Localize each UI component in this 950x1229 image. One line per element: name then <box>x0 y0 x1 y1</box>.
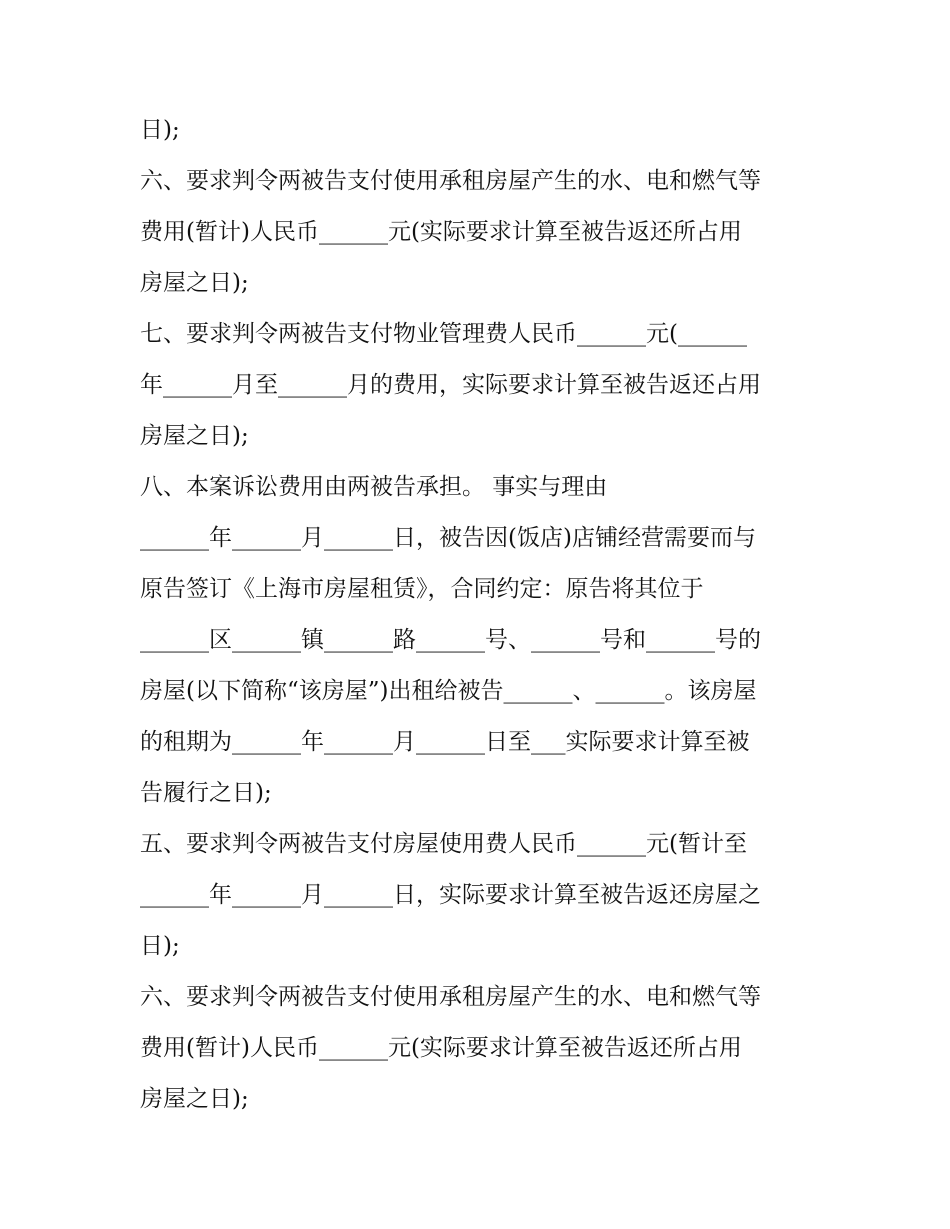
text-line: 六、要求判令两被告支付使用承租房屋产生的水、电和燃气等 <box>140 168 761 194</box>
text-line: 年______月至______月的费用，实际要求计算至被告返还占用 <box>140 372 761 398</box>
text-line: 房屋之日); <box>140 1086 249 1112</box>
text-line: ______区______镇______路______号、______号和______号的 <box>140 627 761 653</box>
text-line: 原告签订《上海市房屋租赁》，合同约定：原告将其位于 <box>140 576 704 602</box>
text-line: 八、本案诉讼费用由两被告承担。 事实与理由 <box>140 474 608 500</box>
text-line: 六、要求判令两被告支付使用承租房屋产生的水、电和燃气等 <box>140 984 761 1010</box>
text-line: 日); <box>140 117 180 143</box>
text-line: ______年______月______日，实际要求计算至被告返还房屋之 <box>140 882 761 908</box>
text-line: 告履行之日); <box>140 780 272 806</box>
text-line: ______年______月______日，被告因(饭店)店铺经营需要而与 <box>140 525 756 551</box>
document-body <box>140 105 830 1125</box>
text-line: 费用(暂计)人民币______元(实际要求计算至被告返还所占用 <box>140 1035 742 1061</box>
text-line: 费用(暂计)人民币______元(实际要求计算至被告返还所占用 <box>140 219 742 245</box>
text-line: 的租期为______年______月______日至___实际要求计算至被 <box>140 729 750 755</box>
text-line: 七、要求判令两被告支付物业管理费人民币______元(______ <box>140 321 747 347</box>
text-line: 五、要求判令两被告支付房屋使用费人民币______元(暂计至 <box>140 831 747 857</box>
text-line: 房屋(以下简称“该房屋”)出租给被告______、______。该房屋 <box>140 678 757 704</box>
text-line: 房屋之日); <box>140 423 249 449</box>
text-line: 房屋之日); <box>140 270 249 296</box>
text-line: 日); <box>140 933 180 959</box>
